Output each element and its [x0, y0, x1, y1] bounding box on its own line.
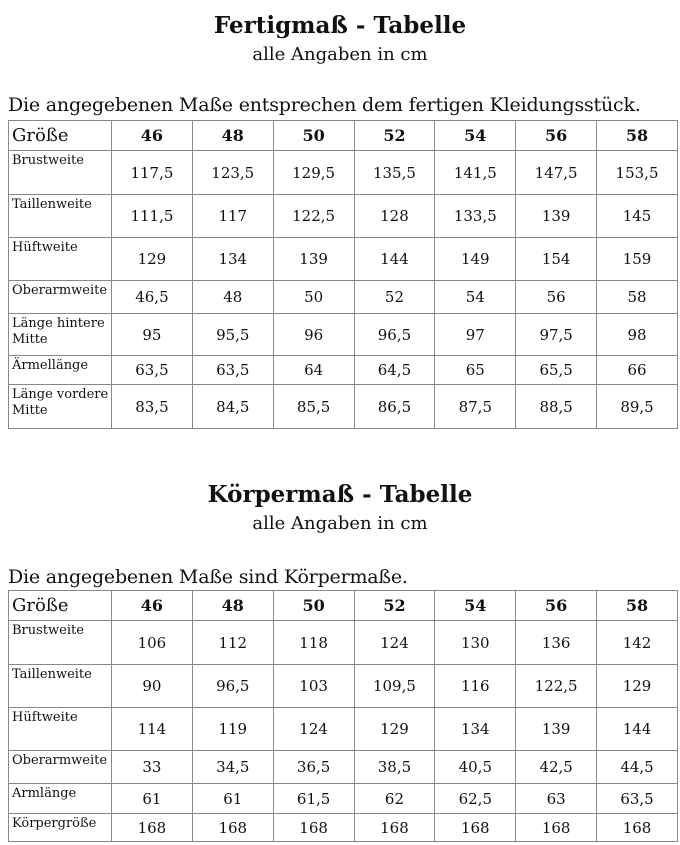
measurement-value: 136 [516, 621, 597, 665]
size-column-header: 58 [597, 591, 678, 621]
measurement-value: 42,5 [516, 751, 597, 784]
measurement-value: 144 [597, 708, 678, 751]
table-row [9, 385, 678, 429]
measurement-value: 153,5 [597, 151, 678, 195]
measurement-value: 86,5 [354, 385, 435, 429]
table-row [9, 814, 678, 842]
size-header-label: Größe [9, 591, 112, 621]
measurement-value: 40,5 [435, 751, 516, 784]
measurement-value: 129,5 [273, 151, 354, 195]
measurement-value: 159 [597, 238, 678, 281]
measurement-value: 44,5 [597, 751, 678, 784]
measurement-value: 88,5 [516, 385, 597, 429]
measurement-value: 122,5 [273, 195, 354, 238]
measurement-value: 95,5 [192, 314, 273, 356]
finished-table [8, 120, 678, 429]
body-note: Die angegebenen Maße sind Körpermaße. [8, 566, 408, 588]
measurement-value: 61 [192, 784, 273, 814]
measurement-value: 96 [273, 314, 354, 356]
measurement-value: 141,5 [435, 151, 516, 195]
measurement-value: 52 [354, 281, 435, 314]
measurement-value: 134 [192, 238, 273, 281]
measurement-value: 63 [516, 784, 597, 814]
measurement-value: 168 [597, 814, 678, 842]
measurement-value: 116 [435, 665, 516, 708]
measurement-value: 111,5 [112, 195, 193, 238]
table-row [9, 238, 678, 281]
measurement-value: 48 [192, 281, 273, 314]
measurement-value: 96,5 [192, 665, 273, 708]
measurement-value: 144 [354, 238, 435, 281]
body-table [8, 590, 678, 842]
measurement-value: 124 [354, 621, 435, 665]
measurement-value: 61,5 [273, 784, 354, 814]
measurement-label: Brustweite [9, 151, 112, 195]
measurement-value: 123,5 [192, 151, 273, 195]
table-row [9, 621, 678, 665]
header-row [9, 591, 678, 621]
measurement-value: 112 [192, 621, 273, 665]
measurement-value: 65,5 [516, 356, 597, 385]
measurement-label: Taillenweite [9, 665, 112, 708]
measurement-value: 85,5 [273, 385, 354, 429]
measurement-value: 149 [435, 238, 516, 281]
measurement-value: 33 [112, 751, 193, 784]
measurement-value: 117,5 [112, 151, 193, 195]
measurement-value: 168 [354, 814, 435, 842]
measurement-label: Körpergröße [9, 814, 112, 842]
table-row [9, 784, 678, 814]
measurement-label: Oberarmweite [9, 281, 112, 314]
table-row [9, 281, 678, 314]
table-row [9, 195, 678, 238]
measurement-value: 63,5 [192, 356, 273, 385]
table-row [9, 665, 678, 708]
measurement-value: 168 [192, 814, 273, 842]
table-row [9, 151, 678, 195]
size-column-header: 48 [192, 591, 273, 621]
measurement-value: 128 [354, 195, 435, 238]
measurement-value: 36,5 [273, 751, 354, 784]
body-subtitle: alle Angaben in cm [252, 513, 428, 534]
measurement-value: 145 [597, 195, 678, 238]
measurement-value: 54 [435, 281, 516, 314]
measurement-value: 139 [516, 195, 597, 238]
measurement-value: 56 [516, 281, 597, 314]
measurement-value: 106 [112, 621, 193, 665]
measurement-value: 129 [597, 665, 678, 708]
table-row [9, 314, 678, 356]
size-column-header: 54 [435, 591, 516, 621]
measurement-value: 119 [192, 708, 273, 751]
measurement-value: 118 [273, 621, 354, 665]
measurement-value: 63,5 [112, 356, 193, 385]
size-column-header: 50 [273, 121, 354, 151]
measurement-value: 129 [112, 238, 193, 281]
measurement-value: 129 [354, 708, 435, 751]
finished-title: Fertigmaß - Tabelle [213, 12, 467, 39]
measurement-value: 46,5 [112, 281, 193, 314]
measurement-value: 142 [597, 621, 678, 665]
measurement-label: Oberarmweite [9, 751, 112, 784]
measurement-value: 63,5 [597, 784, 678, 814]
measurement-value: 62,5 [435, 784, 516, 814]
measurement-value: 90 [112, 665, 193, 708]
measurement-value: 61 [112, 784, 193, 814]
measurement-value: 65 [435, 356, 516, 385]
measurement-value: 66 [597, 356, 678, 385]
measurement-value: 103 [273, 665, 354, 708]
measurement-value: 34,5 [192, 751, 273, 784]
measurement-value: 64,5 [354, 356, 435, 385]
size-column-header: 46 [112, 591, 193, 621]
measurement-value: 168 [273, 814, 354, 842]
measurement-value: 89,5 [597, 385, 678, 429]
measurement-label: Hüftweite [9, 238, 112, 281]
size-column-header: 52 [354, 121, 435, 151]
measurement-value: 122,5 [516, 665, 597, 708]
finished-note: Die angegebenen Maße entsprechen dem fertigen Kleidungsstück. [8, 94, 641, 116]
size-header-label: Größe [9, 121, 112, 151]
table-row [9, 751, 678, 784]
measurement-value: 168 [516, 814, 597, 842]
measurement-label: Taillenweite [9, 195, 112, 238]
measurement-value: 147,5 [516, 151, 597, 195]
measurement-value: 64 [273, 356, 354, 385]
measurement-value: 95 [112, 314, 193, 356]
measurement-value: 168 [435, 814, 516, 842]
measurement-value: 96,5 [354, 314, 435, 356]
measurement-label: Länge hintere Mitte [9, 314, 112, 356]
measurement-value: 38,5 [354, 751, 435, 784]
measurement-label: Armlänge [9, 784, 112, 814]
measurement-value: 114 [112, 708, 193, 751]
measurement-value: 139 [516, 708, 597, 751]
measurement-value: 83,5 [112, 385, 193, 429]
measurement-label: Hüftweite [9, 708, 112, 751]
table-row [9, 708, 678, 751]
size-column-header: 46 [112, 121, 193, 151]
header-row [9, 121, 678, 151]
size-column-header: 50 [273, 591, 354, 621]
measurement-value: 154 [516, 238, 597, 281]
measurement-label: Brustweite [9, 621, 112, 665]
measurement-value: 124 [273, 708, 354, 751]
size-column-header: 56 [516, 121, 597, 151]
finished-subtitle: alle Angaben in cm [252, 44, 428, 65]
measurement-value: 50 [273, 281, 354, 314]
measurement-value: 117 [192, 195, 273, 238]
measurement-label: Ärmellänge [9, 356, 112, 385]
measurement-value: 98 [597, 314, 678, 356]
measurement-value: 130 [435, 621, 516, 665]
size-column-header: 58 [597, 121, 678, 151]
measurement-value: 133,5 [435, 195, 516, 238]
measurement-value: 139 [273, 238, 354, 281]
measurement-value: 109,5 [354, 665, 435, 708]
measurement-value: 58 [597, 281, 678, 314]
measurement-value: 87,5 [435, 385, 516, 429]
measurement-value: 97 [435, 314, 516, 356]
measurement-value: 97,5 [516, 314, 597, 356]
size-column-header: 52 [354, 591, 435, 621]
table-row [9, 356, 678, 385]
size-column-header: 56 [516, 591, 597, 621]
measurement-value: 84,5 [192, 385, 273, 429]
size-column-header: 48 [192, 121, 273, 151]
size-column-header: 54 [435, 121, 516, 151]
measurement-label: Länge vordere Mitte [9, 385, 112, 429]
body-title: Körpermaß - Tabelle [207, 481, 473, 508]
measurement-value: 135,5 [354, 151, 435, 195]
measurement-value: 62 [354, 784, 435, 814]
measurement-value: 168 [112, 814, 193, 842]
measurement-value: 134 [435, 708, 516, 751]
